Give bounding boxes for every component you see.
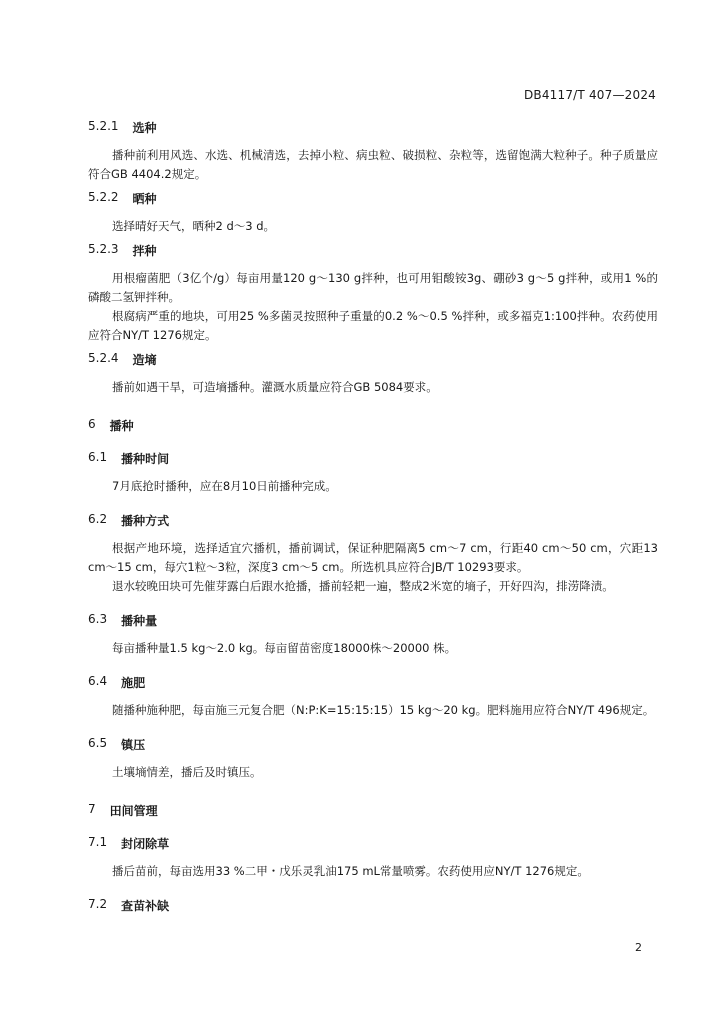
paragraph: 随播种施种肥，每亩施三元复合肥（N:P:K=15:15:15）15 kg～20 kg。肥料施用应符合NY/T 496规定。	[112, 703, 655, 717]
paragraph: 用根瘤菌肥（3亿个/g）每亩用量120 g～130 g拌种，也可用钼酸铵3g、硼砂3 g～5 g拌种，或用1 %的磷酸二氢钾拌种。	[88, 271, 658, 304]
section-number: 5.2.3	[88, 242, 119, 256]
section-title: 查苗补缺	[121, 899, 170, 913]
section-number: 6.1	[88, 450, 108, 464]
paragraph: 根据产地环境，选择适宜穴播机，播前调试，保证种肥隔离5 cm～7 cm，行距40 cm～50 cm，穴距13 cm～15 cm，每穴1粒～3粒，深度3 cm～5 cm。所选机具应符合JB/T 10293要求。	[88, 541, 658, 574]
page-number: 2	[635, 941, 642, 954]
section-number: 7.1	[88, 835, 108, 849]
section-number: 6	[88, 417, 96, 431]
section-heading	[88, 897, 658, 914]
section-heading	[88, 736, 658, 753]
section-title: 造墒	[132, 353, 157, 367]
paragraph: 根腐病严重的地块，可用25 %多菌灵按照种子重量的0.2 %～0.5 %拌种，或多福克1:100拌种。农药使用应符合NY/T 1276规定。	[88, 309, 658, 342]
section-number: 5.2.4	[88, 351, 119, 365]
section-number: 5.2.2	[88, 190, 119, 204]
section-title: 施肥	[121, 676, 146, 690]
paragraph: 选择晴好天气，晒种2 d～3 d。	[112, 219, 276, 233]
paragraph: 播种前利用风选、水选、机械清选，去掉小粒、病虫粒、破损粒、杂粒等，选留饱满大粒种子。种子质量应符合GB 4404.2规定。	[88, 148, 658, 181]
paragraph: 每亩播种量1.5 kg～2.0 kg。每亩留苗密度18000株～20000 株。	[112, 641, 457, 655]
section-title: 晒种	[132, 192, 157, 206]
section-title: 封闭除草	[121, 837, 170, 851]
section-heading	[88, 512, 658, 529]
section-title: 拌种	[132, 244, 157, 258]
section-heading	[88, 351, 658, 368]
section-title: 播种量	[121, 614, 158, 628]
section-number: 5.2.1	[88, 119, 119, 133]
section-heading	[88, 612, 658, 629]
section-title: 选种	[132, 121, 157, 135]
section-heading	[88, 190, 658, 207]
section-number: 6.2	[88, 512, 108, 526]
paragraph: 播前如遇干旱，可造墒播种。灌溉水质量应符合GB 5084要求。	[112, 380, 438, 394]
section-number: 7.2	[88, 897, 108, 911]
section-heading	[88, 674, 658, 691]
section-heading	[88, 450, 658, 467]
paragraph: 播后苗前，每亩选用33 %二甲・戊乐灵乳油175 mL常量喷雾。农药使用应NY/T 1276规定。	[112, 864, 589, 878]
section-number: 6.3	[88, 612, 108, 626]
section-title: 田间管理	[109, 804, 158, 818]
standard-code: DB4117/T 407—2024	[523, 88, 656, 102]
section-heading	[88, 835, 658, 852]
section-number: 7	[88, 802, 96, 816]
section-title: 镇压	[121, 738, 146, 752]
section-heading	[88, 242, 658, 259]
paragraph: 7月底抢时播种，应在8月10日前播种完成。	[112, 479, 337, 493]
paragraph: 退水较晚田块可先催芽露白后跟水抢播，播前轻耙一遍，整成2米宽的墒子，开好四沟，排涝降渍。	[112, 579, 614, 593]
section-title: 播种方式	[121, 514, 170, 528]
section-title: 播种时间	[121, 452, 170, 466]
section-number: 6.5	[88, 736, 108, 750]
document-body	[88, 113, 658, 914]
section-heading	[88, 417, 658, 434]
section-heading	[88, 119, 658, 136]
section-title: 播种	[109, 419, 134, 433]
section-number: 6.4	[88, 674, 108, 688]
paragraph: 土壤墒情差，播后及时镇压。	[112, 765, 262, 779]
section-heading	[88, 802, 658, 819]
